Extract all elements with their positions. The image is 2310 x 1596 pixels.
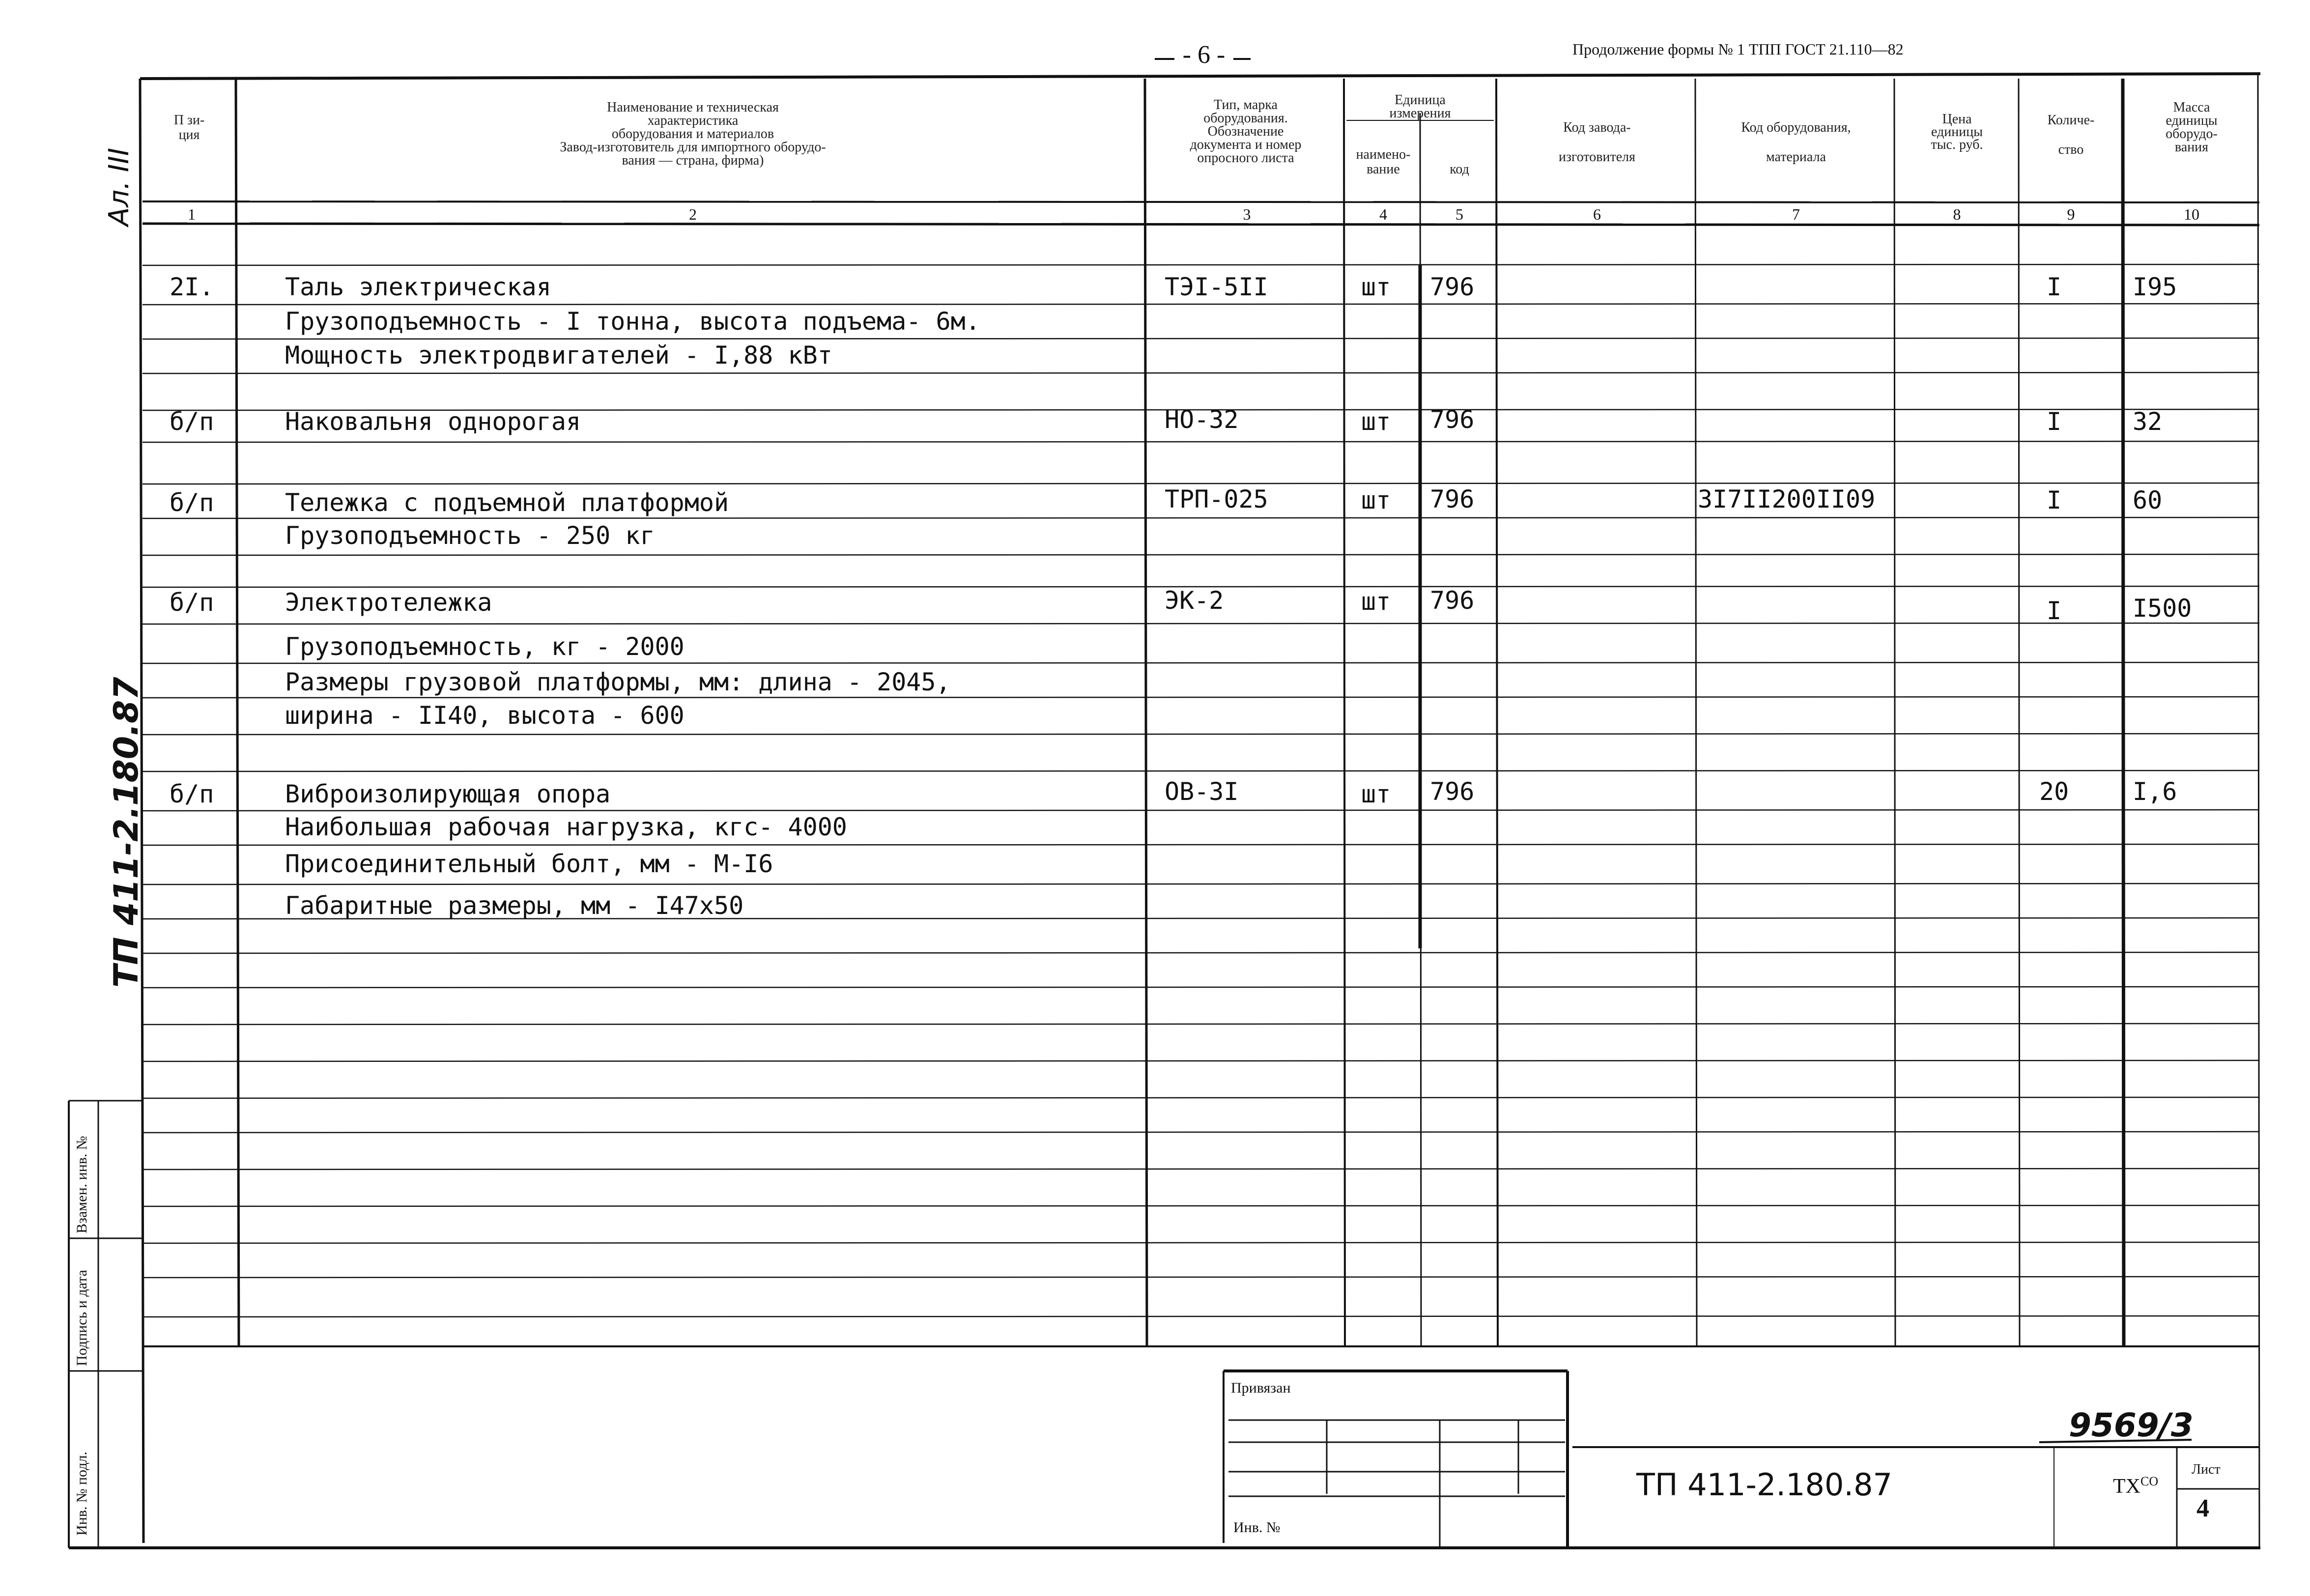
doc-mark: [2113, 1474, 2158, 1498]
row-unit: шт: [1361, 780, 1391, 808]
row-unit-code: 796: [1430, 586, 1475, 615]
header-mass: Масса единицы оборудо- вания: [2166, 100, 2218, 155]
row-mass: 32: [2133, 407, 2163, 436]
header-name: Наименование и техническая характеристика оборудования и материалов Завод-изготовитель для импортного оборудо- вания — страна, фирма): [560, 100, 826, 168]
doc-mark-sup: СО: [2140, 1474, 2159, 1488]
row-description: Электротележка: [285, 588, 492, 617]
row-position: б/п: [170, 488, 214, 517]
row-description: Грузоподъемность - I тонна, высота подъема- 6м.: [285, 307, 980, 336]
col-number-7: 7: [1792, 205, 1800, 223]
row-description: Размеры грузовой платформы, мм: длина - 2045,: [285, 668, 951, 696]
row-unit-code: 796: [1430, 485, 1475, 513]
archive-number: 9569/3: [2069, 1406, 2194, 1444]
row-qty: I: [2047, 407, 2062, 436]
row-description: Таль электрическая: [285, 273, 551, 301]
bind-box-inv: Инв. №: [1233, 1519, 1281, 1536]
bind-box-title: Привязан: [1231, 1380, 1291, 1396]
stamp-signature-date: Подпись и дата: [74, 1270, 90, 1366]
row-description: Присоединительный болт, мм - М-I6: [285, 850, 773, 878]
header-price: Цена единицы тыс. руб.: [1931, 112, 1983, 152]
doc-code: ТП 411-2.180.87: [1636, 1467, 1893, 1503]
margin-code: Ал. III: [103, 147, 135, 226]
row-position: 2I.: [170, 273, 214, 301]
page-number: [1177, 40, 1231, 69]
col-number-6: 6: [1593, 205, 1601, 223]
row-mass: I,6: [2133, 777, 2177, 806]
stamp-replaced-inv: Взамен. инв. №: [74, 1136, 90, 1233]
row-unit: шт: [1361, 587, 1391, 616]
row-qty: I: [2047, 273, 2062, 301]
col-number-10: 10: [2184, 205, 2199, 223]
stamp-inv-original: Инв. № подл.: [74, 1452, 90, 1536]
row-type: ТЭI-5II: [1165, 273, 1268, 301]
header-unit-name: наимено- вание: [1356, 147, 1411, 177]
header-mfr-code: Код завода- изготовителя: [1558, 120, 1636, 165]
row-qty: 20: [2039, 777, 2069, 806]
row-description: Наибольшая рабочая нагрузка, кгс- 4000: [285, 813, 847, 841]
row-position: б/п: [170, 780, 214, 808]
form-note: Продолжение формы № 1 ТПП ГОСТ 21.110—82: [1572, 40, 1904, 58]
row-description: Наковальня однорогая: [285, 407, 581, 436]
header-unit-code: код: [1450, 162, 1469, 177]
header-type: Тип, марка оборудования. Обозначение документа и номер опросного листа: [1190, 97, 1302, 166]
row-equip-code: 3I7II200II09: [1698, 485, 1876, 513]
row-unit: шт: [1361, 273, 1391, 301]
row-description: Мощность электродвигателей - I,88 кВт: [285, 341, 832, 370]
row-mass: I95: [2133, 273, 2177, 301]
row-type: ЭК-2: [1165, 586, 1224, 615]
header-qty: Количе- ство: [2047, 113, 2095, 157]
col-number-4: 4: [1379, 205, 1387, 223]
row-qty: I: [2047, 486, 2062, 514]
row-description: Грузоподъемность, кг - 2000: [285, 632, 684, 661]
row-unit-code: 796: [1430, 777, 1475, 806]
page-number-text: - 6 -: [1182, 41, 1226, 69]
row-mass: I500: [2133, 594, 2192, 623]
col-number-3: 3: [1243, 205, 1251, 223]
sheet-number: 4: [2196, 1494, 2209, 1522]
row-description: Грузоподъемность - 250 кг: [285, 521, 655, 550]
col-number-9: 9: [2067, 205, 2075, 223]
col-number-2: 2: [689, 205, 697, 223]
margin-project: ТП 411-2.180.87: [107, 677, 146, 988]
col-number-1: 1: [188, 205, 196, 223]
row-type: ОВ-3I: [1165, 777, 1239, 806]
sheet-label: Лист: [2192, 1462, 2221, 1477]
row-type: ТРП-025: [1165, 485, 1268, 513]
row-type: НО-32: [1165, 405, 1239, 434]
row-qty: I: [2047, 597, 2062, 625]
row-unit: шт: [1361, 407, 1391, 436]
row-description: Виброизолирующая опора: [285, 780, 611, 808]
row-unit: шт: [1361, 486, 1391, 514]
row-description: Габаритные размеры, мм - I47х50: [285, 891, 744, 920]
header-position: П зи- ция: [173, 113, 205, 142]
row-mass: 60: [2133, 486, 2163, 514]
row-position: б/п: [170, 588, 214, 617]
row-description: Тележка с подъемной платформой: [285, 488, 729, 517]
row-position: б/п: [170, 407, 214, 436]
row-description: ширина - II40, высота - 600: [285, 701, 684, 730]
doc-mark-text: ТХ: [2113, 1475, 2140, 1498]
header-unit-group: Единица измерения: [1389, 92, 1451, 121]
row-unit-code: 796: [1430, 273, 1475, 301]
col-number-5: 5: [1455, 205, 1463, 223]
col-number-8: 8: [1953, 205, 1961, 223]
row-unit-code: 796: [1430, 405, 1475, 434]
header-equip-code: Код оборудования, материала: [1741, 120, 1851, 165]
